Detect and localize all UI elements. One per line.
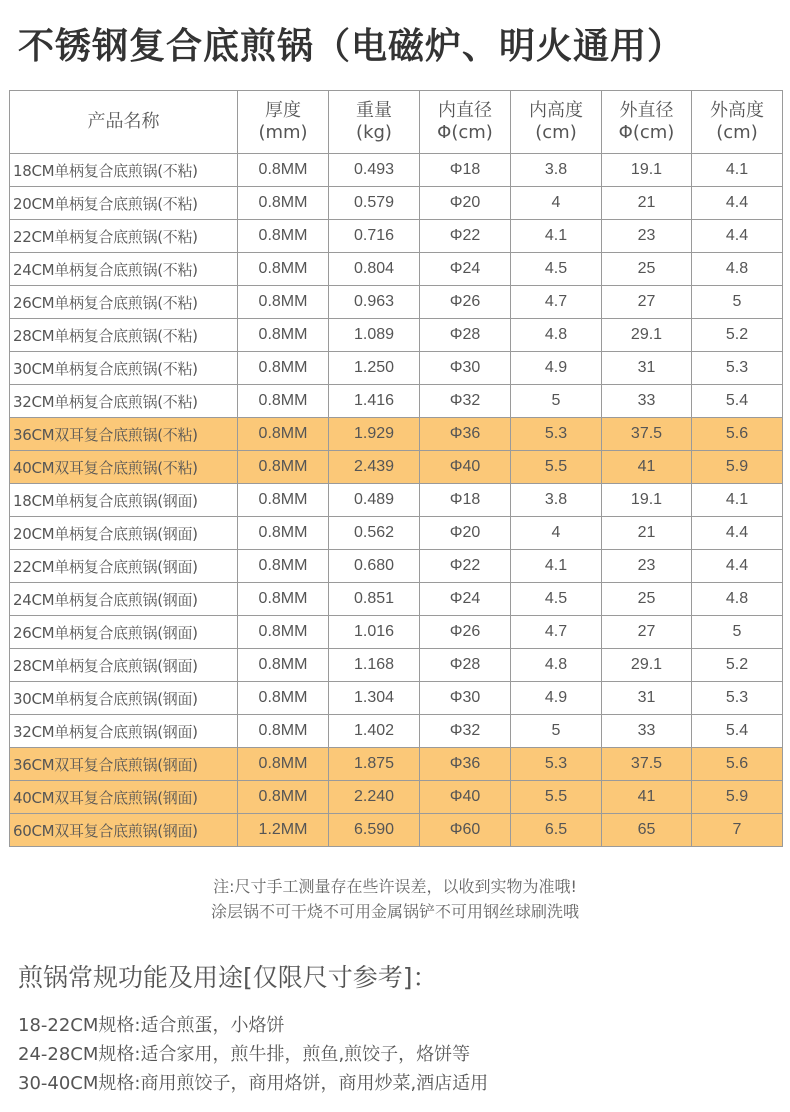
cell-inner-diameter: Φ18	[420, 154, 511, 187]
cell-inner-height: 4.1	[511, 220, 602, 253]
cell-inner-height: 4	[511, 517, 602, 550]
cell-outer-diameter: 37.5	[602, 418, 692, 451]
cell-inner-diameter: Φ22	[420, 550, 511, 583]
cell-weight: 0.851	[329, 583, 420, 616]
header-inner-height: 内高度 (cm)	[511, 91, 602, 154]
cell-thickness: 0.8MM	[238, 319, 329, 352]
cell-product-name: 36CM双耳复合底煎锅(不粘)	[10, 418, 238, 451]
cell-weight: 1.402	[329, 715, 420, 748]
cell-product-name: 24CM单柄复合底煎锅(不粘)	[10, 253, 238, 286]
cell-outer-height: 4.8	[692, 583, 783, 616]
cell-inner-diameter: Φ24	[420, 253, 511, 286]
cell-thickness: 0.8MM	[238, 550, 329, 583]
cell-product-name: 30CM单柄复合底煎锅(不粘)	[10, 352, 238, 385]
page-title: 不锈钢复合底煎锅（电磁炉、明火通用）	[18, 26, 685, 67]
cell-inner-diameter: Φ28	[420, 319, 511, 352]
cell-weight: 1.929	[329, 418, 420, 451]
cell-outer-diameter: 33	[602, 715, 692, 748]
header-product-name: 产品名称	[10, 91, 238, 154]
cell-thickness: 0.8MM	[238, 649, 329, 682]
cell-inner-height: 5	[511, 385, 602, 418]
cell-inner-height: 4.7	[511, 616, 602, 649]
cell-weight: 0.804	[329, 253, 420, 286]
cell-thickness: 0.8MM	[238, 517, 329, 550]
cell-outer-diameter: 21	[602, 187, 692, 220]
table-row	[10, 649, 783, 682]
cell-thickness: 0.8MM	[238, 253, 329, 286]
note-measurement: 注:尺寸手工测量存在些许误差，以收到实物为准哦!	[213, 877, 577, 896]
table-row	[10, 319, 783, 352]
usage-line: 18-22CM规格:适合煎蛋，小烙饼	[18, 1015, 285, 1036]
cell-outer-height: 5.2	[692, 649, 783, 682]
cell-weight: 1.416	[329, 385, 420, 418]
cell-outer-height: 4.4	[692, 517, 783, 550]
cell-thickness: 0.8MM	[238, 781, 329, 814]
cell-inner-diameter: Φ40	[420, 781, 511, 814]
cell-inner-height: 5.3	[511, 418, 602, 451]
cell-weight: 1.089	[329, 319, 420, 352]
cell-outer-height: 4.1	[692, 154, 783, 187]
cell-inner-diameter: Φ30	[420, 352, 511, 385]
cell-outer-height: 5	[692, 286, 783, 319]
cell-thickness: 0.8MM	[238, 682, 329, 715]
cell-outer-height: 5.9	[692, 451, 783, 484]
cell-thickness: 0.8MM	[238, 385, 329, 418]
cell-inner-height: 5	[511, 715, 602, 748]
cell-inner-height: 4.9	[511, 352, 602, 385]
cell-outer-height: 5.2	[692, 319, 783, 352]
cell-product-name: 40CM双耳复合底煎锅(不粘)	[10, 451, 238, 484]
cell-product-name: 26CM单柄复合底煎锅(钢面)	[10, 616, 238, 649]
cell-product-name: 24CM单柄复合底煎锅(钢面)	[10, 583, 238, 616]
cell-outer-height: 4.8	[692, 253, 783, 286]
cell-weight: 0.963	[329, 286, 420, 319]
cell-outer-height: 5.4	[692, 715, 783, 748]
cell-outer-diameter: 37.5	[602, 748, 692, 781]
cell-weight: 0.562	[329, 517, 420, 550]
cell-outer-diameter: 25	[602, 253, 692, 286]
cell-thickness: 0.8MM	[238, 583, 329, 616]
cell-product-name: 20CM单柄复合底煎锅(钢面)	[10, 517, 238, 550]
cell-inner-diameter: Φ22	[420, 220, 511, 253]
table-row	[10, 550, 783, 583]
cell-product-name: 18CM单柄复合底煎锅(钢面)	[10, 484, 238, 517]
cell-outer-diameter: 19.1	[602, 484, 692, 517]
cell-weight: 0.716	[329, 220, 420, 253]
cell-outer-diameter: 29.1	[602, 319, 692, 352]
table-row	[10, 484, 783, 517]
cell-inner-diameter: Φ32	[420, 385, 511, 418]
cell-product-name: 30CM单柄复合底煎锅(钢面)	[10, 682, 238, 715]
header-thickness: 厚度 (mm)	[238, 91, 329, 154]
cell-inner-diameter: Φ32	[420, 715, 511, 748]
cell-outer-height: 5	[692, 616, 783, 649]
cell-inner-height: 5.3	[511, 748, 602, 781]
cell-outer-height: 5.3	[692, 352, 783, 385]
cell-inner-height: 4.5	[511, 253, 602, 286]
cell-outer-height: 4.4	[692, 550, 783, 583]
cell-inner-diameter: Φ26	[420, 286, 511, 319]
cell-outer-diameter: 31	[602, 352, 692, 385]
cell-weight: 0.680	[329, 550, 420, 583]
cell-inner-diameter: Φ36	[420, 418, 511, 451]
cell-weight: 2.240	[329, 781, 420, 814]
cell-inner-height: 4	[511, 187, 602, 220]
note-coating-warning: 涂层锅不可干烧不可用金属锅铲不可用钢丝球刷洗哦	[210, 902, 579, 921]
cell-product-name: 60CM双耳复合底煎锅(钢面)	[10, 814, 238, 847]
cell-product-name: 20CM单柄复合底煎锅(不粘)	[10, 187, 238, 220]
cell-inner-height: 3.8	[511, 154, 602, 187]
cell-outer-diameter: 19.1	[602, 154, 692, 187]
cell-product-name: 36CM双耳复合底煎锅(钢面)	[10, 748, 238, 781]
table-header-row	[10, 91, 783, 154]
table-row	[10, 352, 783, 385]
cell-outer-diameter: 29.1	[602, 649, 692, 682]
cell-outer-height: 4.4	[692, 187, 783, 220]
cell-thickness: 0.8MM	[238, 451, 329, 484]
table-row	[10, 220, 783, 253]
cell-weight: 1.875	[329, 748, 420, 781]
table-row	[10, 517, 783, 550]
cell-thickness: 0.8MM	[238, 187, 329, 220]
cell-inner-diameter: Φ36	[420, 748, 511, 781]
cell-weight: 0.489	[329, 484, 420, 517]
cell-inner-height: 4.8	[511, 649, 602, 682]
table-row	[10, 187, 783, 220]
table-row	[10, 385, 783, 418]
spec-table	[9, 90, 783, 847]
cell-outer-diameter: 65	[602, 814, 692, 847]
cell-outer-height: 7	[692, 814, 783, 847]
table-row	[10, 748, 783, 781]
table-row	[10, 253, 783, 286]
cell-product-name: 32CM单柄复合底煎锅(钢面)	[10, 715, 238, 748]
cell-outer-height: 5.9	[692, 781, 783, 814]
table-row	[10, 451, 783, 484]
cell-thickness: 0.8MM	[238, 616, 329, 649]
cell-outer-diameter: 25	[602, 583, 692, 616]
cell-outer-diameter: 31	[602, 682, 692, 715]
cell-thickness: 0.8MM	[238, 154, 329, 187]
cell-outer-height: 5.4	[692, 385, 783, 418]
cell-outer-diameter: 21	[602, 517, 692, 550]
header-inner-diameter: 内直径 Φ(cm)	[420, 91, 511, 154]
cell-product-name: 22CM单柄复合底煎锅(不粘)	[10, 220, 238, 253]
cell-inner-diameter: Φ20	[420, 187, 511, 220]
cell-outer-height: 5.6	[692, 418, 783, 451]
cell-inner-diameter: Φ26	[420, 616, 511, 649]
cell-inner-diameter: Φ18	[420, 484, 511, 517]
table-row	[10, 154, 783, 187]
table-row	[10, 418, 783, 451]
cell-inner-height: 4.5	[511, 583, 602, 616]
cell-inner-diameter: Φ28	[420, 649, 511, 682]
cell-thickness: 1.2MM	[238, 814, 329, 847]
cell-inner-height: 4.1	[511, 550, 602, 583]
cell-outer-height: 4.4	[692, 220, 783, 253]
cell-thickness: 0.8MM	[238, 220, 329, 253]
cell-inner-height: 4.8	[511, 319, 602, 352]
cell-weight: 0.579	[329, 187, 420, 220]
cell-inner-height: 6.5	[511, 814, 602, 847]
cell-inner-diameter: Φ30	[420, 682, 511, 715]
cell-outer-height: 5.6	[692, 748, 783, 781]
usage-heading: 煎锅常规功能及用途[仅限尺寸参考]：	[18, 963, 438, 992]
cell-outer-diameter: 23	[602, 220, 692, 253]
cell-inner-height: 5.5	[511, 781, 602, 814]
table-row	[10, 583, 783, 616]
cell-weight: 6.590	[329, 814, 420, 847]
cell-thickness: 0.8MM	[238, 286, 329, 319]
table-body	[10, 154, 783, 847]
cell-thickness: 0.8MM	[238, 715, 329, 748]
table-row	[10, 814, 783, 847]
cell-product-name: 28CM单柄复合底煎锅(不粘)	[10, 319, 238, 352]
cell-product-name: 40CM双耳复合底煎锅(钢面)	[10, 781, 238, 814]
cell-outer-diameter: 23	[602, 550, 692, 583]
header-outer-diameter: 外直径 Φ(cm)	[602, 91, 692, 154]
cell-thickness: 0.8MM	[238, 484, 329, 517]
cell-inner-diameter: Φ60	[420, 814, 511, 847]
usage-line: 24-28CM规格:适合家用，煎牛排，煎鱼,煎饺子，烙饼等	[18, 1044, 471, 1065]
cell-weight: 2.439	[329, 451, 420, 484]
cell-weight: 0.493	[329, 154, 420, 187]
table-row	[10, 715, 783, 748]
table-row	[10, 616, 783, 649]
cell-inner-height: 4.7	[511, 286, 602, 319]
table-row	[10, 781, 783, 814]
cell-product-name: 28CM单柄复合底煎锅(钢面)	[10, 649, 238, 682]
cell-outer-diameter: 27	[602, 286, 692, 319]
cell-thickness: 0.8MM	[238, 748, 329, 781]
cell-product-name: 26CM单柄复合底煎锅(不粘)	[10, 286, 238, 319]
cell-thickness: 0.8MM	[238, 352, 329, 385]
cell-outer-diameter: 33	[602, 385, 692, 418]
cell-outer-diameter: 41	[602, 781, 692, 814]
cell-inner-diameter: Φ20	[420, 517, 511, 550]
cell-inner-diameter: Φ24	[420, 583, 511, 616]
cell-inner-height: 3.8	[511, 484, 602, 517]
cell-weight: 1.168	[329, 649, 420, 682]
header-weight: 重量 (kg)	[329, 91, 420, 154]
cell-product-name: 22CM单柄复合底煎锅(钢面)	[10, 550, 238, 583]
cell-product-name: 32CM单柄复合底煎锅(不粘)	[10, 385, 238, 418]
usage-line: 30-40CM规格:商用煎饺子，商用烙饼，商用炒菜,酒店适用	[18, 1073, 489, 1094]
cell-outer-diameter: 41	[602, 451, 692, 484]
cell-outer-height: 4.1	[692, 484, 783, 517]
cell-weight: 1.304	[329, 682, 420, 715]
cell-thickness: 0.8MM	[238, 418, 329, 451]
header-outer-height: 外高度 (cm)	[692, 91, 783, 154]
cell-inner-height: 5.5	[511, 451, 602, 484]
cell-weight: 1.250	[329, 352, 420, 385]
table-row	[10, 682, 783, 715]
cell-weight: 1.016	[329, 616, 420, 649]
cell-outer-height: 5.3	[692, 682, 783, 715]
cell-inner-height: 4.9	[511, 682, 602, 715]
table-row	[10, 286, 783, 319]
cell-product-name: 18CM单柄复合底煎锅(不粘)	[10, 154, 238, 187]
cell-inner-diameter: Φ40	[420, 451, 511, 484]
cell-outer-diameter: 27	[602, 616, 692, 649]
